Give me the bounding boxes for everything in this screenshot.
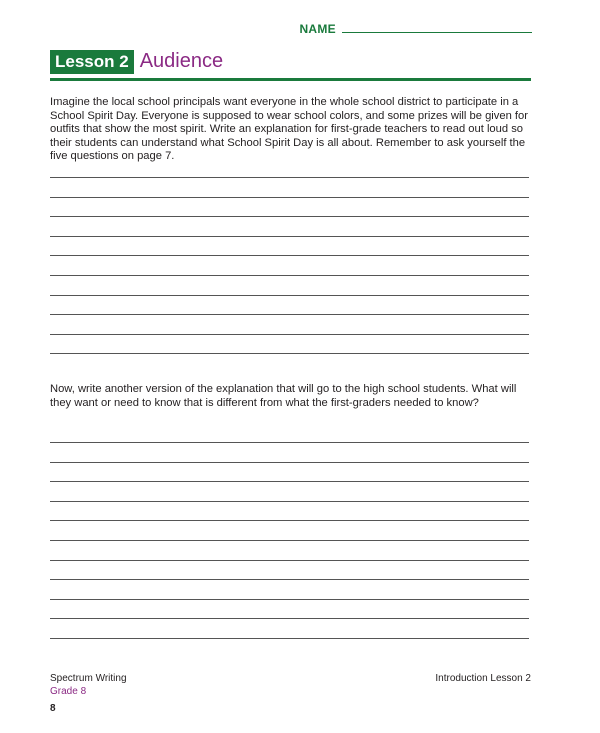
writing-line[interactable] xyxy=(50,599,529,619)
writing-line[interactable] xyxy=(50,520,529,540)
writing-line[interactable] xyxy=(50,177,529,197)
writing-line[interactable] xyxy=(50,638,529,658)
section-label: Introduction Lesson 2 xyxy=(435,673,531,684)
writing-line[interactable] xyxy=(50,197,529,217)
writing-prompt-1: Imagine the local school principals want everyone in the whole school district to participate in a School Spirit Day. Everyone is supposed to wear school colors, and some prizes will be given for outfits that show the most spirit. Write an explanation for first-grade teachers to read out loud so their students can understand what School Spirit Day is all about. Remember to ask yourself the five questions on page 7. xyxy=(50,96,528,163)
name-label: NAME xyxy=(299,22,336,36)
writing-line[interactable] xyxy=(50,618,529,638)
writing-line[interactable] xyxy=(50,462,529,482)
page-number: 8 xyxy=(50,703,56,714)
writing-lines-2[interactable] xyxy=(50,442,529,658)
writing-lines-1[interactable] xyxy=(50,177,529,373)
writing-prompt-2: Now, write another version of the explanation that will go to the high school students. What will they want or need to know that is different from what the first-graders needed to know? xyxy=(50,383,517,409)
name-write-line[interactable] xyxy=(342,32,532,33)
lesson-header xyxy=(50,50,531,81)
writing-line[interactable] xyxy=(50,334,529,354)
writing-line[interactable] xyxy=(50,501,529,521)
writing-line[interactable] xyxy=(50,579,529,599)
writing-line[interactable] xyxy=(50,353,529,373)
writing-line[interactable] xyxy=(50,295,529,315)
name-field xyxy=(299,22,532,36)
writing-line[interactable] xyxy=(50,275,529,295)
writing-line[interactable] xyxy=(50,481,529,501)
writing-line[interactable] xyxy=(50,540,529,560)
writing-line[interactable] xyxy=(50,442,529,462)
writing-line[interactable] xyxy=(50,560,529,580)
book-title: Spectrum Writing xyxy=(50,673,127,684)
grade-label: Grade 8 xyxy=(50,686,87,697)
lesson-number-badge: Lesson 2 xyxy=(50,50,134,74)
writing-line[interactable] xyxy=(50,314,529,334)
lesson-title: Audience xyxy=(139,50,224,72)
writing-line[interactable] xyxy=(50,216,529,236)
writing-line[interactable] xyxy=(50,255,529,275)
writing-line[interactable] xyxy=(50,236,529,256)
footer-left xyxy=(50,672,127,715)
